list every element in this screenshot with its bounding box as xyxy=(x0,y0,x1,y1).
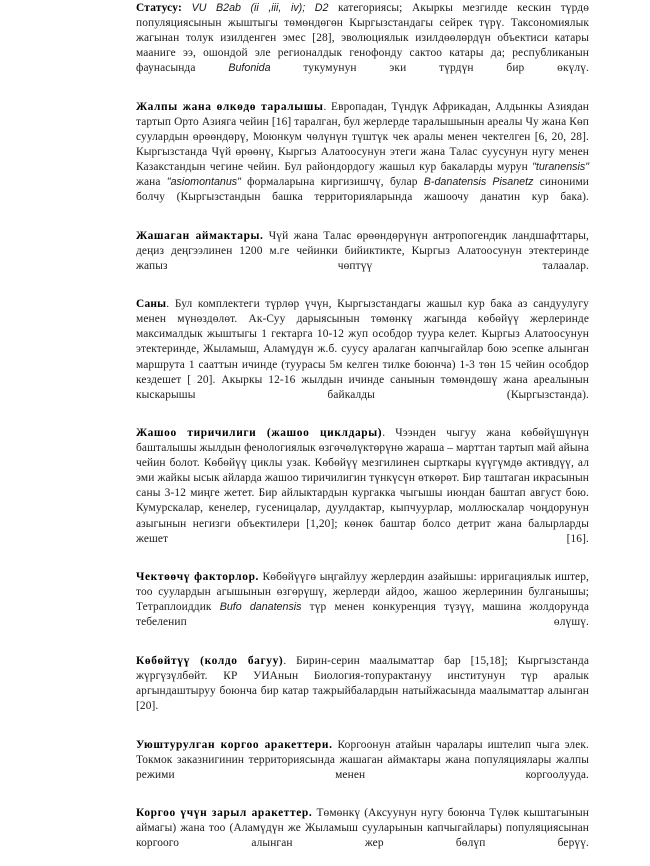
body-run: формаларына киргизишчү, булар xyxy=(240,176,424,189)
body-run: тукумунун эки түрдүн бир өкүлү. xyxy=(270,62,589,75)
paragraph-status xyxy=(136,1,589,91)
paragraph-general-and-country-distribution xyxy=(136,100,589,220)
section-heading-status: Статусу: xyxy=(136,2,183,14)
section-heading-needed-conservation-measures: Коргоо үчүн зарыл аракеттер. xyxy=(136,807,313,820)
paragraph-breeding-in-captivity xyxy=(136,654,589,729)
paragraph-existing-conservation-measures xyxy=(136,738,589,798)
section-heading-general-and-country-distribution: Жалпы жана өлкөдө таралышы xyxy=(136,100,324,113)
section-heading-breeding-in-captivity: Көбөйтүү (колдо багуу) xyxy=(136,654,284,667)
scientific-name: Bufo danatensis xyxy=(219,601,302,614)
body-run: Чүй жана Талас өрөөндөрүнүн антропогендик ландшафттары, деңиз деңгээлинен 1200 м.ге чейинки бийиктикте, Кыргыз Алатоосунун этектеринде жапыз чөптүү талаалар. xyxy=(136,229,589,272)
scientific-name: B-danatensis Pisanetz xyxy=(423,176,534,189)
body-run: . Бирин-серин маалыматтар бар [15,18]; Кыргызстанда жүргүзүлбөйт. КР УИАнын Биология-топурактануу институнун түр аралык аргындаштыруу боюнча бир катар тажрыйбалардын натыйжасында маалыматтар алынган [20]. xyxy=(136,654,589,713)
section-heading-life-cycle: Жашоо тиричилиги (жашоо циклдары) xyxy=(136,427,383,440)
scientific-name: "turanensis" xyxy=(532,160,589,173)
document-body xyxy=(136,1,589,866)
body-run: Төмөнкү (Аксуунун нугу боюнча Түлөк кыштагынын аймагы) жана тоо (Аламүдүн же Жыламыш сууларынын капчыгайлары) популяциясынан коргоого алынган жер бөлүп берүү. xyxy=(136,807,589,850)
body-run: Коргоонун атайын чаралары иштелип чыга элек. Токмок заказнигинин территориясында жашаган аймактары жана популяциялары жалпы режими менен коргоолууда. xyxy=(136,738,589,781)
scientific-name: "asiomontanus" xyxy=(166,176,241,189)
body-run: Көбөйүүгө ыңгайлуу жерлердин азайышы: ирригациялык иштер, тоо суулардын агышынын өзгөрүшү, жерлерди айдоо, жашоо жерлеринин булганышы; Тетраплоиддик xyxy=(136,571,589,614)
section-heading-limiting-factors: Чектөөчү факторлор. xyxy=(136,571,260,584)
body-run: синоними болчу (Кыргызстандын башка территорияларында жашоочу данатин кур бака). xyxy=(136,176,590,204)
body-run: түр менен конкуренция түзүү, машина жолдорунда тебеленип өлүшү. xyxy=(136,601,589,629)
paragraph-life-cycle xyxy=(136,426,589,561)
section-heading-population-number: Саны xyxy=(136,298,167,311)
body-run: . Европадан, Түндүк Африкадан, Алдынкы Азиядан тартып Орто Азияга чейин [16] таралган, бул жерлерде таралышынын ареалы Чу жана Көп суулардын өрөөндөрү, Моюнкум чөлүнүн түштүк чек аралы менен чектелген [6, 20, 28]. Кыргызстанда Чүй өрөөнү, Кыргыз Алатоосунун этеги жана Талас суусунун нугу менен Казакстандын чегине чейин. Бул райондордогу жашыл кур бакаларды мурун xyxy=(136,100,589,173)
scientific-name: Bufonida xyxy=(228,62,271,75)
scientific-name: VU B2ab (ii ,iii, iv); D2 xyxy=(182,2,338,14)
body-run: . Чээнден чыгуу жана көбөйүшүнүн башталышы жылдын фенологиялык өзгөчөлүктөрүнө жараша – марттан тартып май айына чейин болот. Көбөйүү циклы узак. Көбөйүү мезгилинен сырткары күүгүмдө активдүү, ал эми жайкы ысык айларда жашоо тиричилигин түнкүсүн өткөрөт. Бир таштаган икрасынын саны 3-12 миңге жетет. Бир айлыктардын кургакка чыгышы июндан баштап август бою. Кумурскалар, кенелер, гусеницалар, дуулдактар, кыпчуурлар, моллюскалар чоңдорунун азыгынын негизги объектилери [1,20]; көнөк баштар болсо детрит жана балырларды жешет [16]. xyxy=(136,427,590,545)
paragraph-habitats xyxy=(136,229,589,289)
paragraph-population-number xyxy=(136,297,589,417)
body-run: . Бул комплектеги түрлөр үчүн, Кыргызстандагы жашыл кур бака аз сандуулугу менен мүнөздөлөт. Ак-Суу дарыясынын төмөнкү жагында көбөйүү жерлеринде максималдык жыштыгы 1 гектарга 10-12 жуп особдор туура келет. Кыргыз Алатоосунун этектеринде, Жыламыш, Аламүдүн ж.б. суусу аралаган капчыгайлар бою эсепке алынган маршрута 1 сааттын ичинде (туурасы 5м келген тилке боюнча) 1-3 төн 15 чейин особдор кездешет [ 20]. Акыркы 12-16 жылдын ичинде санынын төмөндөшү жана ареалынын кыскарышы байкалды (Кыргызстанда). xyxy=(136,298,589,401)
body-run: жана xyxy=(136,176,167,189)
body-run: категориясы; Акыркы мезгилде кескин түрдө популяциясынын жыштыгы төмөндөгөн Кыргызстандагы сейрек түрү. Таксономиялык жагынан толук изилденген эмес [28], эволюциялык изилдөөлөрдүн объектиси катары мааниге ээ, ошондой эле регионалдык генофонду сактоо катары да; республиканын фаунасында xyxy=(136,2,589,75)
paragraph-limiting-factors xyxy=(136,570,589,645)
section-heading-existing-conservation-measures: Уюштурулган коргоо аракеттери. xyxy=(136,738,333,751)
paragraph-needed-conservation-measures xyxy=(136,806,589,866)
section-heading-habitats: Жашаган аймактары. xyxy=(136,229,264,242)
